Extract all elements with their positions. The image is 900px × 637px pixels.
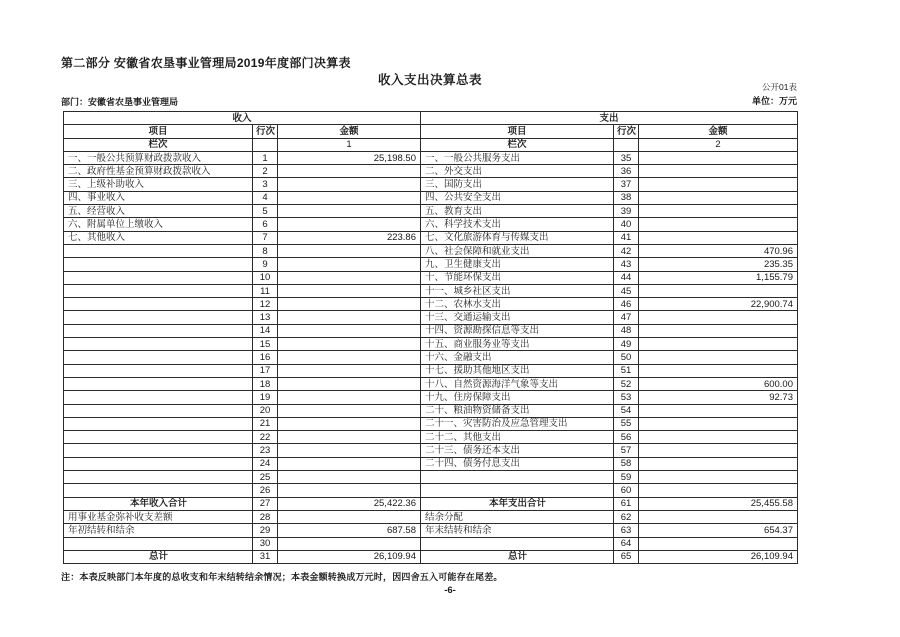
income-section-header: 收入 [64,112,421,125]
table-row [64,404,798,417]
income-item-cell [64,391,253,404]
table-row [64,191,798,204]
income-amount-cell [278,205,421,218]
income-item-cell [64,351,253,364]
income-index-blank [253,138,278,151]
income-amount-cell [278,391,421,404]
expense-line-no-cell: 56 [614,431,639,444]
expense-item-cell: 七、文化旅游体育与传媒支出 [421,231,614,244]
income-line-no-cell: 16 [253,351,278,364]
income-amount-cell: 25,422.36 [278,497,421,510]
expense-line-no-cell: 35 [614,151,639,164]
column-index-row [64,138,798,151]
expense-item-cell: 一、一般公共服务支出 [421,151,614,164]
income-item-cell [64,431,253,444]
income-item-cell: 年初结转和结余 [64,524,253,537]
income-line-no-cell: 8 [253,244,278,257]
expense-amount-cell: 235.35 [639,258,798,271]
column-header-row [64,125,798,138]
income-amount-cell [278,364,421,377]
income-amount-cell [278,431,421,444]
income-item-cell: 七、其他收入 [64,231,253,244]
income-item-cell [64,258,253,271]
expense-item-cell: 二十四、债务付息支出 [421,457,614,470]
expense-item-cell [421,537,614,550]
footnote: 注：本表反映部门本年度的总收支和年末结转结余情况；本表金额转换成万元时，因四舍五入可能存在尾差。 [61,572,503,582]
expense-amount-cell [639,205,798,218]
income-item-cell [64,298,253,311]
expense-amount-cell [639,311,798,324]
table-row [64,550,798,563]
income-amount-header: 金额 [278,125,421,138]
income-line-no-cell: 17 [253,364,278,377]
expense-index-label: 栏次 [421,138,614,151]
income-amount-cell [278,244,421,257]
expense-amount-cell [639,284,798,297]
expense-item-cell: 六、科学技术支出 [421,218,614,231]
income-item-cell [64,284,253,297]
unit-label: 单位：万元 [751,96,797,106]
income-line-no-cell: 30 [253,537,278,550]
income-item-cell [64,457,253,470]
income-amount-cell: 26,109.94 [278,550,421,563]
expense-amount-cell [639,165,798,178]
expense-item-cell: 八、社会保障和就业支出 [421,244,614,257]
income-line-no-cell: 29 [253,524,278,537]
income-amount-cell: 223.86 [278,231,421,244]
table-row [64,244,798,257]
table-row [64,218,798,231]
expense-line-no-cell: 49 [614,338,639,351]
table-row [64,497,798,510]
table-row [64,231,798,244]
expense-item-cell: 十四、资源勘探信息等支出 [421,324,614,337]
table-row [64,258,798,271]
expense-item-cell: 二十一、灾害防治及应急管理支出 [421,417,614,430]
expense-item-cell: 十五、商业服务业等支出 [421,338,614,351]
income-line-no-cell: 14 [253,324,278,337]
expense-line-no-cell: 53 [614,391,639,404]
income-item-cell [64,471,253,484]
table-row [64,537,798,550]
income-amount-cell: 25,198.50 [278,151,421,164]
expense-item-cell: 十七、援助其他地区支出 [421,364,614,377]
income-amount-cell [278,471,421,484]
expense-amount-cell: 26,109.94 [639,550,798,563]
table-row [64,364,798,377]
income-amount-cell [278,191,421,204]
income-amount-cell [278,444,421,457]
income-line-no-cell: 10 [253,271,278,284]
income-item-cell: 二、政府性基金预算财政拨款收入 [64,165,253,178]
table-row [64,338,798,351]
expense-line-no-cell: 46 [614,298,639,311]
income-amount-cell [278,311,421,324]
table-title: 收入支出决算总表 [377,73,482,87]
table-code-label: 公开01表 [762,82,797,92]
expense-item-cell: 十、节能环保支出 [421,271,614,284]
expense-item-cell: 三、国防支出 [421,178,614,191]
income-expense-summary-table [63,111,798,564]
expense-amount-cell [639,510,798,523]
expense-amount-cell [639,444,798,457]
table-row [64,431,798,444]
income-amount-cell [278,338,421,351]
income-line-no-cell: 18 [253,377,278,390]
expense-item-cell: 十九、住房保障支出 [421,391,614,404]
expense-line-no-cell: 41 [614,231,639,244]
page-number: -6- [444,585,456,596]
income-amount-cell [278,324,421,337]
expense-section-header: 支出 [421,112,798,125]
expense-item-cell: 本年支出合计 [421,497,614,510]
income-line-no-cell: 31 [253,550,278,563]
expense-item-cell: 十八、自然资源海洋气象等支出 [421,377,614,390]
part-title: 第二部分 安徽省农垦事业管理局2019年度部门决算表 [61,56,351,70]
income-line-no-cell: 2 [253,165,278,178]
income-line-no-header: 行次 [253,125,278,138]
table-row [64,377,798,390]
income-line-no-cell: 22 [253,431,278,444]
table-row [64,311,798,324]
income-line-no-cell: 26 [253,484,278,497]
income-line-no-cell: 11 [253,284,278,297]
income-amount-cell [278,484,421,497]
table-row [64,324,798,337]
expense-amount-cell [639,351,798,364]
income-item-cell [64,324,253,337]
income-item-cell: 六、附属单位上缴收入 [64,218,253,231]
income-line-no-cell: 24 [253,457,278,470]
income-item-cell [64,244,253,257]
expense-amount-cell [639,484,798,497]
income-amount-cell [278,457,421,470]
expense-item-cell: 二、外交支出 [421,165,614,178]
expense-item-cell: 十一、城乡社区支出 [421,284,614,297]
expense-line-no-cell: 44 [614,271,639,284]
income-item-cell: 用事业基金弥补收支差额 [64,510,253,523]
expense-amount-header: 金额 [639,125,798,138]
expense-amount-cell [639,404,798,417]
expense-line-no-cell: 52 [614,377,639,390]
department-label: 部门：安徽省农垦事业管理局 [61,97,179,107]
expense-line-no-cell: 45 [614,284,639,297]
expense-amount-cell: 25,455.58 [639,497,798,510]
income-line-no-cell: 4 [253,191,278,204]
income-amount-cell [278,258,421,271]
income-line-no-cell: 3 [253,178,278,191]
income-item-cell: 五、经营收入 [64,205,253,218]
income-amount-cell [278,417,421,430]
expense-item-cell: 二十、粮油物资储备支出 [421,404,614,417]
income-item-cell: 三、上级补助收入 [64,178,253,191]
expense-amount-cell [639,324,798,337]
income-line-no-cell: 9 [253,258,278,271]
income-item-cell [64,484,253,497]
table-row [64,271,798,284]
expense-item-cell: 十三、交通运输支出 [421,311,614,324]
income-amount-cell [278,377,421,390]
income-line-no-cell: 25 [253,471,278,484]
income-amount-cell [278,218,421,231]
expense-amount-cell [639,231,798,244]
expense-amount-cell [639,471,798,484]
expense-item-cell: 十二、农林水支出 [421,298,614,311]
section-header-row [64,112,798,125]
expense-amount-cell [639,417,798,430]
income-amount-cell [278,510,421,523]
table-row [64,351,798,364]
expense-line-no-cell: 59 [614,471,639,484]
income-line-no-cell: 6 [253,218,278,231]
table-row [64,417,798,430]
expense-item-cell: 九、卫生健康支出 [421,258,614,271]
income-amount-cell [278,284,421,297]
expense-amount-cell [639,178,798,191]
income-item-cell: 四、事业收入 [64,191,253,204]
income-col-index: 1 [278,138,421,151]
expense-item-cell: 二十二、其他支出 [421,431,614,444]
expense-line-no-cell: 58 [614,457,639,470]
expense-item-header: 项目 [421,125,614,138]
expense-amount-cell [639,457,798,470]
income-amount-cell [278,351,421,364]
income-item-header: 项目 [64,125,253,138]
expense-index-blank [614,138,639,151]
income-item-cell: 本年收入合计 [64,497,253,510]
income-line-no-cell: 15 [253,338,278,351]
income-amount-cell [278,298,421,311]
income-amount-cell: 687.58 [278,524,421,537]
expense-amount-cell [639,338,798,351]
expense-item-cell: 十六、金融支出 [421,351,614,364]
expense-item-cell: 二十三、债务还本支出 [421,444,614,457]
income-item-cell [64,338,253,351]
expense-line-no-cell: 37 [614,178,639,191]
income-item-cell [64,417,253,430]
income-amount-cell [278,271,421,284]
expense-item-cell [421,471,614,484]
expense-amount-cell: 1,155.79 [639,271,798,284]
expense-amount-cell: 600.00 [639,377,798,390]
income-item-cell [64,404,253,417]
expense-amount-cell [639,537,798,550]
expense-line-no-cell: 50 [614,351,639,364]
table-row [64,165,798,178]
expense-amount-cell [639,431,798,444]
expense-amount-cell [639,151,798,164]
income-item-cell: 总计 [64,550,253,563]
expense-line-no-cell: 39 [614,205,639,218]
expense-col-index: 2 [639,138,798,151]
table-row [64,391,798,404]
expense-amount-cell [639,218,798,231]
income-item-cell [64,537,253,550]
table-row [64,484,798,497]
expense-item-cell [421,484,614,497]
table-row [64,524,798,537]
expense-line-no-cell: 57 [614,444,639,457]
expense-item-cell: 总计 [421,550,614,563]
expense-amount-cell [639,364,798,377]
income-line-no-cell: 23 [253,444,278,457]
income-line-no-cell: 27 [253,497,278,510]
table-row [64,151,798,164]
table-row [64,471,798,484]
table-row [64,205,798,218]
expense-line-no-cell: 64 [614,537,639,550]
income-item-cell: 一、一般公共预算财政拨款收入 [64,151,253,164]
income-amount-cell [278,165,421,178]
table-row [64,444,798,457]
table-row [64,298,798,311]
expense-line-no-cell: 42 [614,244,639,257]
income-line-no-cell: 13 [253,311,278,324]
expense-line-no-cell: 65 [614,550,639,563]
expense-item-cell: 结余分配 [421,510,614,523]
table-body [64,112,798,564]
table-row [64,178,798,191]
income-item-cell [64,311,253,324]
income-line-no-cell: 7 [253,231,278,244]
income-item-cell [64,364,253,377]
expense-amount-cell: 470.96 [639,244,798,257]
expense-line-no-cell: 40 [614,218,639,231]
expense-item-cell: 四、公共安全支出 [421,191,614,204]
expense-amount-cell: 654.37 [639,524,798,537]
income-line-no-cell: 1 [253,151,278,164]
income-line-no-cell: 20 [253,404,278,417]
expense-item-cell: 年末结转和结余 [421,524,614,537]
expense-line-no-cell: 51 [614,364,639,377]
income-amount-cell [278,537,421,550]
expense-line-no-cell: 43 [614,258,639,271]
expense-line-no-cell: 47 [614,311,639,324]
expense-amount-cell [639,191,798,204]
expense-line-no-cell: 38 [614,191,639,204]
expense-line-no-cell: 48 [614,324,639,337]
expense-line-no-cell: 55 [614,417,639,430]
table-row [64,284,798,297]
income-line-no-cell: 19 [253,391,278,404]
income-line-no-cell: 28 [253,510,278,523]
income-line-no-cell: 5 [253,205,278,218]
expense-line-no-header: 行次 [614,125,639,138]
income-amount-cell [278,178,421,191]
income-line-no-cell: 21 [253,417,278,430]
expense-line-no-cell: 63 [614,524,639,537]
table-row [64,457,798,470]
expense-line-no-cell: 54 [614,404,639,417]
income-item-cell [64,271,253,284]
expense-line-no-cell: 36 [614,165,639,178]
income-line-no-cell: 12 [253,298,278,311]
table-row [64,510,798,523]
expense-item-cell: 五、教育支出 [421,205,614,218]
expense-amount-cell: 92.73 [639,391,798,404]
expense-line-no-cell: 62 [614,510,639,523]
income-item-cell [64,444,253,457]
income-item-cell [64,377,253,390]
expense-amount-cell: 22,900.74 [639,298,798,311]
expense-line-no-cell: 60 [614,484,639,497]
expense-line-no-cell: 61 [614,497,639,510]
income-index-label: 栏次 [64,138,253,151]
income-amount-cell [278,404,421,417]
